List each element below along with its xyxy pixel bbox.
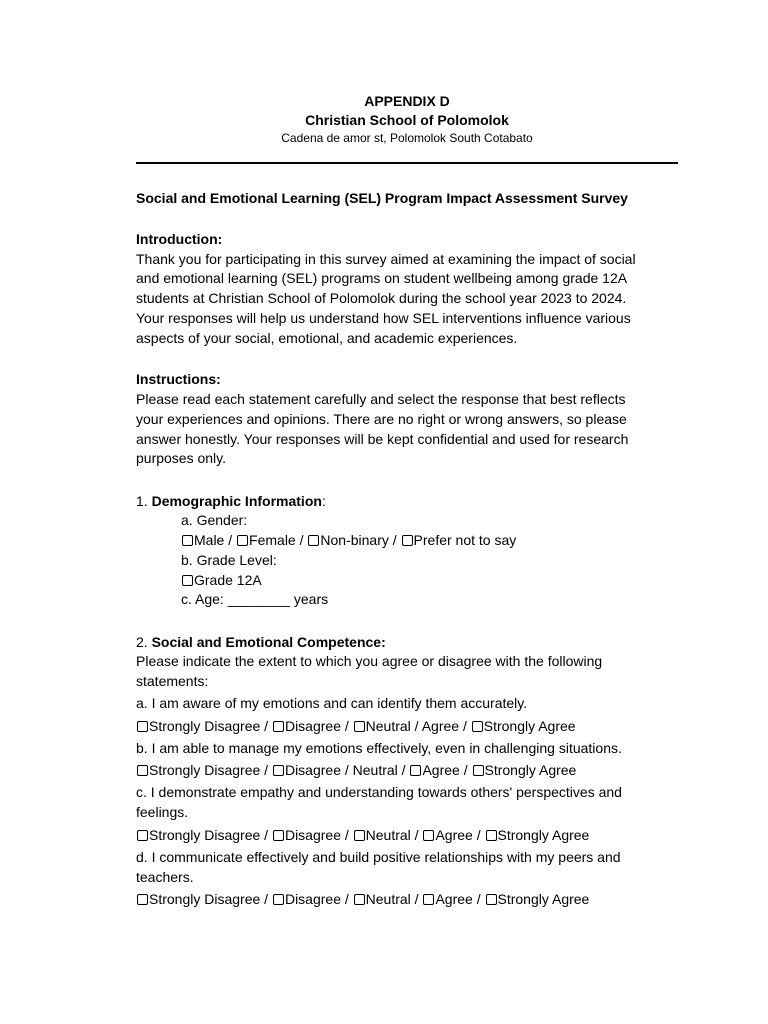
option-strongly-agree: Strongly Agree: [484, 762, 577, 779]
separator: /: [260, 826, 272, 843]
instructions-line: purposes only.: [136, 450, 227, 467]
checkbox-agree[interactable]: [423, 830, 434, 841]
option-agree: Agree: [422, 762, 460, 779]
separator: /: [260, 717, 272, 734]
separator: /: [388, 531, 401, 548]
option-female: Female: [249, 531, 296, 548]
scale-a: [136, 717, 678, 737]
option-neutral: Neutral: [365, 717, 411, 734]
separator: /: [260, 890, 272, 907]
checkbox-neutral[interactable]: [354, 721, 365, 732]
age-field: c. Age: ________ years: [181, 591, 329, 608]
introduction-line: Thank you for participating in this survey aimed at examining the impact of social: [136, 250, 636, 267]
scale-b: [136, 761, 678, 781]
introduction-line: students at Christian School of Polomolok during the school year 2023 to 2024.: [136, 290, 627, 307]
checkbox-disagree[interactable]: [273, 721, 284, 732]
checkbox-non-binary[interactable]: [308, 535, 319, 546]
document-page: [136, 92, 678, 910]
header-divider: [136, 162, 678, 164]
statement-c-line: c. I demonstrate empathy and understanding towards others' perspectives and: [136, 784, 622, 801]
option-strongly-disagree: Strongly Disagree: [149, 826, 261, 843]
checkbox-agree[interactable]: [410, 765, 421, 776]
q1-body: [136, 511, 678, 610]
option-strongly-agree: Strongly Agree: [497, 890, 590, 907]
checkbox-agree[interactable]: [423, 894, 434, 905]
checkbox-disagree[interactable]: [273, 830, 284, 841]
checkbox-strongly-agree[interactable]: [473, 765, 484, 776]
option-neutral: Neutral: [365, 826, 411, 843]
q2-heading: [136, 632, 678, 652]
checkbox-strongly-disagree[interactable]: [137, 721, 148, 732]
introduction-text: [136, 250, 678, 349]
q2-number: 2.: [136, 634, 152, 651]
statement-c: [136, 783, 678, 823]
option-agree: Agree: [435, 890, 473, 907]
q2-intro-line: Please indicate the extent to which you agree or disagree with the following: [136, 653, 603, 670]
checkbox-grade-12a[interactable]: [182, 575, 193, 586]
checkbox-prefer-not-to-say[interactable]: [402, 535, 413, 546]
checkbox-strongly-disagree[interactable]: [137, 830, 148, 841]
school-name: Christian School of Polomolok: [305, 112, 509, 128]
scale-d: [136, 890, 678, 910]
option-non-binary: Non-binary: [320, 531, 389, 548]
checkbox-strongly-agree[interactable]: [472, 721, 483, 732]
option-grade-12a: Grade 12A: [194, 571, 262, 588]
checkbox-strongly-agree[interactable]: [486, 894, 497, 905]
checkbox-neutral[interactable]: [354, 894, 365, 905]
school-address: Cadena de amor st, Polomolok South Cotabato: [281, 131, 533, 145]
introduction-line: and emotional learning (SEL) programs on student wellbeing among grade 12A: [136, 270, 628, 287]
option-male: Male: [194, 531, 225, 548]
q2-title: Social and Emotional Competence:: [151, 634, 386, 651]
statement-d-line: d. I communicate effectively and build positive relationships with my peers and: [136, 848, 621, 865]
separator: /: [260, 762, 272, 779]
checkbox-strongly-disagree[interactable]: [137, 765, 148, 776]
statement-c-line: feelings.: [136, 804, 189, 821]
grade-options: [181, 571, 678, 591]
separator: /: [459, 762, 472, 779]
option-neutral: Neutral: [365, 890, 411, 907]
option-prefer-not-to-say: Prefer not to say: [413, 531, 517, 548]
option-disagree: Disagree: [284, 826, 341, 843]
option-strongly-disagree: Strongly Disagree: [149, 762, 261, 779]
instructions-text: [136, 390, 678, 469]
option-disagree: Disagree: [284, 890, 341, 907]
instructions-line: Please read each statement carefully and select the response that best reflects: [136, 390, 626, 407]
instructions-heading: Instructions:: [136, 371, 221, 388]
separator: /: [224, 531, 237, 548]
separator: /: [340, 717, 353, 734]
q2-intro-line: statements:: [136, 672, 209, 689]
option-strongly-disagree: Strongly Disagree: [149, 890, 261, 907]
checkbox-strongly-disagree[interactable]: [137, 894, 148, 905]
option-agree: Agree: [435, 826, 473, 843]
separator: /: [459, 717, 471, 734]
option-disagree: Disagree: [284, 717, 341, 734]
separator: /: [410, 890, 423, 907]
separator: /: [340, 826, 353, 843]
gender-options: [181, 531, 678, 551]
separator: /: [410, 826, 423, 843]
introduction-line: Your responses will help us understand how SEL interventions influence various: [136, 309, 631, 326]
q2-intro: [136, 652, 678, 692]
option-strongly-disagree: Strongly Disagree: [149, 717, 261, 734]
option-strongly-agree: Strongly Agree: [483, 717, 576, 734]
checkbox-female[interactable]: [237, 535, 248, 546]
checkbox-disagree[interactable]: [273, 765, 284, 776]
statement-a: a. I am aware of my emotions and can identify them accurately.: [136, 695, 528, 712]
q1-number: 1.: [136, 493, 152, 510]
separator: /: [397, 762, 410, 779]
document-header: [136, 92, 678, 146]
statement-d: [136, 848, 678, 888]
q1-suffix: :: [321, 493, 326, 510]
option-agree: Agree: [421, 717, 460, 734]
statement-d-line: teachers.: [136, 868, 194, 885]
checkbox-male[interactable]: [182, 535, 193, 546]
checkbox-strongly-agree[interactable]: [486, 830, 497, 841]
checkbox-disagree[interactable]: [273, 894, 284, 905]
separator: /: [340, 890, 353, 907]
option-neutral: Neutral: [352, 762, 398, 779]
survey-title: Social and Emotional Learning (SEL) Program Impact Assessment Survey: [136, 190, 628, 206]
introduction-line: aspects of your social, emotional, and academic experiences.: [136, 329, 518, 346]
scale-c: [136, 826, 678, 846]
gender-label: a. Gender:: [181, 512, 248, 529]
checkbox-neutral[interactable]: [354, 830, 365, 841]
separator: /: [340, 762, 353, 779]
q1-heading: [136, 491, 678, 511]
separator: /: [295, 531, 308, 548]
appendix-label: APPENDIX D: [364, 93, 450, 109]
statement-b: b. I am able to manage my emotions effectively, even in challenging situations.: [136, 739, 622, 756]
separator: /: [410, 717, 422, 734]
introduction-heading: Introduction:: [136, 231, 223, 247]
option-strongly-agree: Strongly Agree: [497, 826, 590, 843]
instructions-line: your experiences and opinions. There are no right or wrong answers, so please: [136, 410, 627, 427]
separator: /: [472, 826, 485, 843]
q1-title: Demographic Information: [151, 493, 322, 510]
grade-label: b. Grade Level:: [181, 551, 277, 568]
instructions-line: answer honestly. Your responses will be kept confidential and used for research: [136, 430, 629, 447]
option-disagree: Disagree: [284, 762, 341, 779]
separator: /: [472, 890, 485, 907]
